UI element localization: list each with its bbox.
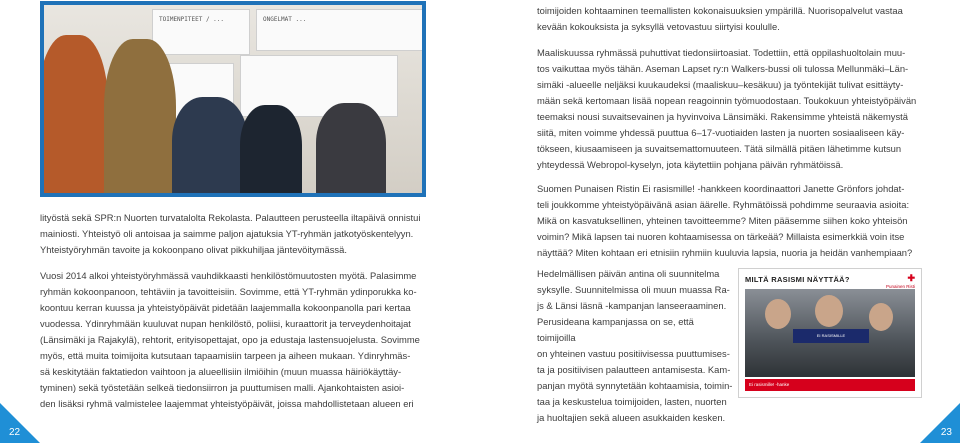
campaign-poster [738, 268, 922, 398]
person-figure [104, 39, 176, 193]
right-paragraph-mid: Maaliskuussa ryhmässä puhuttivat tiedonsiirtoasiat. Todettiin, että oppilashuoltolain muu- tos vaikuttaa myös tähän. Aseman Lapset ry:n Walkers-bussi oli tulossa Mellunmäki–Län- simäki -alueelle neljäksi kuukaudeksi (maaliskuu–kesäkuu) ja työntekijät tulivat esittäyty- mään sekä kertomaan lisää nopean reagoinnin työmuodostaan. Toukokuun yhteistyöpäivän teemaksi nousi suvaitsevainen ja hyvinvoiva Länsimäki. Rakensimme yhteistä näkemystä siitä, miten voimme yhdessä puuttua 6–17-vuotiaiden lasten ja nuorten sosiaaliseen käy- tökseen, kiusaamiseen ja suvaitsemattomuuteen. Tätä silmällä pitäen lähetimme kutsun yhteydessä Webropol-kyselyn, jota käytettiin pohjana päivän ryhmätöissä. [537, 47, 917, 170]
person-face [869, 303, 893, 331]
right-paragraph-lower: Suomen Punaisen Ristin Ei rasismille! -hankkeen koordinaattori Janette Grönfors johdat- teli joukkomme yhteistyöpäivänä asian äärelle. Ryhmätöissä pohdimme seuraavia asioita: Mikä on kasvatuksellinen, yhteinen tavoitteemme? Miten pääsemme siihen koko yhteisön voimin? Mikä lapsen tai nuoren kohtaamisessa on tärkeää? Millaista esimerkkiä voin itse näyttää? Miten kohtaan eri etnisiin ryhmiin kuuluvia lapsia, nuoria ja heidän vanhempiaan? [537, 183, 913, 258]
person-figure [172, 97, 248, 193]
right-paragraph-top: toimijoiden kohtaaminen teemallisten kokonaisuuksien ympärillä. Nuorisopalvelut vastaa kevään kokouksista ja syksyllä vetovastuu siirtyisi koululle. [537, 5, 903, 32]
protest-sign: EI RASISMILLE [793, 329, 869, 343]
whiteboard-note: TOIMENPITEET / ... [152, 9, 250, 55]
person-figure [44, 35, 108, 193]
person-face [815, 295, 843, 327]
right-paragraph-bottom: Hedelmällisen päivän antina oli suunnitelma syksylle. Suunnitelmissa oli muun muassa Ra- js & Länsi läsnä -kampanjan lanseeraaminen. Perusideana kampanjassa on se, että toimijoilla on yhteinen vastuu positiivisessa puuttumises- ta ja positiivisen palautteen antamisesta. Kam- panjan myötä synnytetään kohtaamisia, toimin- taa ja keskustelua toimijoiden, lasten, nuorten ja huoltajien sekä alueen asukkaiden kesken. [537, 268, 733, 423]
whiteboard-note: ONGELMAT ... [256, 9, 422, 51]
person-face [765, 299, 791, 329]
workshop-photo [40, 1, 426, 197]
poster-headline: MILTÄ RASISMI NÄYTTÄÄ? [745, 275, 850, 284]
poster-photo [745, 289, 915, 377]
red-cross-icon: ✚ [907, 273, 915, 283]
person-figure [240, 105, 302, 193]
page-number-right: 23 [940, 427, 952, 438]
poster-footer: Ei rasismille! -hanke [745, 379, 915, 391]
red-cross-logo: ✚ Punainen Risti [885, 273, 915, 289]
page-number-left: 22 [9, 427, 21, 438]
left-paragraph-1: lityöstä sekä SPR:n Nuorten turvatalolta Rekolasta. Palautteen perusteella iltapäivä onnistui mainiosti. Yhteistyö oli antoisaa ja saimme paljon ajatuksia YT-ryhmän jatkotyöskentelyyn. Yhteistyöryhmän tavoite ja kokoonpano olivat pikkuhiljaa jäntevöitymässä. [40, 212, 421, 255]
person-figure [316, 103, 386, 193]
left-paragraph-2: Vuosi 2014 alkoi yhteistyöryhmässä vauhdikkaasti henkilöstömuutosten myötä. Palasimme ryhmän kokoonpanoon, tehtäviin ja tavoitteisiin. Sovimme, että YT-ryhmän ydinporukka ko- koontuu kerran kuussa ja yhteistyöpäivät pidetään laajemmalla kokoonpanolla pari kertaa vuodessa. Ydinryhmään kuuluvat nupan henkilöstö, poliisi, kuraattorit ja terveydenhoitajat (Länsimäki ja Rajakylä), rehtorit, erityisopettajat, opo ja edustaja lastensuojelusta. Sovimme myös, että muita toimijoita kutsutaan tapaamisiin tarpeen ja aiheen mukaan. Ydinryhmäs- sä keskitytään faktatiedon vaihtoon ja alueellisiin ilmiöihin (muun muassa häiriökäyttäy- tyminen) sekä työstetään selkeä tiedonsiirron ja puuttumisen malli. Ajankohtaisten asioi- den lisäksi ryhmä valmistelee laajemmat yhteistyöpäivät, joissa mahdollistetaan alueen eri [40, 270, 420, 409]
